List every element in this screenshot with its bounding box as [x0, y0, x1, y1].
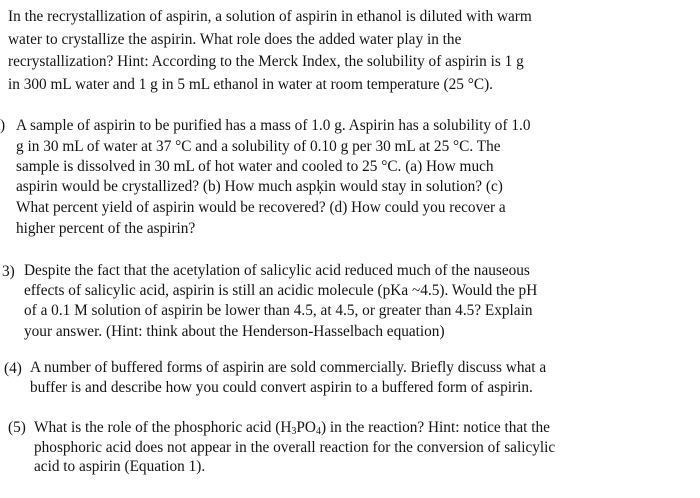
question-2-line-3: sample is dissolved in 30 mL of hot water and cooled to 25 °C. (a) How much: [16, 158, 494, 175]
question-2-number: ): [0, 117, 6, 134]
question-3-line-3: of a 0.1 M solution of aspirin be lower than 4.5, at 4.5, or greater than 4.5? Explain: [24, 302, 533, 319]
question-5-line-3: acid to aspirin (Equation 1).: [34, 458, 206, 475]
question-4-line-2: buffer is and describe how you could convert aspirin to a buffered form of aspirin.: [30, 379, 533, 396]
question-3-number: 3): [2, 263, 15, 280]
question-5-number: (5): [8, 419, 26, 436]
question-3-line-4: your answer. (Hint: think about the Henderson-Hasselbach equation): [24, 323, 445, 340]
question-4-number: (4): [4, 360, 22, 377]
question-1-line-3: recrystallization? Hint: According to the Merck Index, the solubility of aspirin is 1 g: [8, 53, 524, 70]
subscript-3: 3: [291, 426, 297, 437]
question-2-line-4: aspirin would be crystallized? (b) How much aspķin would stay in solution? (c): [16, 178, 503, 195]
question-5-line-1: [34, 418, 550, 438]
question-5-line-1-end: ) in the reaction? Hint: notice that the: [320, 419, 550, 436]
subscript-4: 4: [315, 426, 321, 437]
question-2-line-5: What percent yield of aspirin would be recovered? (d) How could you recover a: [16, 199, 506, 216]
question-5-line-1-po: PO: [296, 419, 316, 436]
question-1-line-1: In the recrystallization of aspirin, a solution of aspirin in ethanol is diluted with warm: [8, 8, 532, 25]
question-2-line-2: g in 30 mL of water at 37 °C and a solubility of 0.10 g per 30 mL at 25 °C. The: [16, 138, 501, 155]
question-2-line-6: higher percent of the aspirin?: [16, 220, 196, 237]
question-1-line-4: in 300 mL water and 1 g in 5 mL ethanol in water at room temperature (25 °C).: [8, 76, 493, 93]
question-3-line-2: effects of salicylic acid, aspirin is still an acidic molecule (pKa ~4.5). Would the pH: [24, 282, 538, 299]
question-4-line-1: A number of buffered forms of aspirin are sold commercially. Briefly discuss what a: [30, 359, 547, 376]
question-5-line-1-start: What is the role of the phosphoric acid (H: [34, 419, 292, 436]
question-1-line-2: water to crystallize the aspirin. What role does the added water play in the: [8, 31, 462, 48]
question-3-line-1: Despite the fact that the acetylation of salicylic acid reduced much of the nauseous: [24, 262, 530, 279]
question-2-line-1: A sample of aspirin to be purified has a mass of 1.0 g. Aspirin has a solubility of 1.0: [16, 117, 531, 134]
question-5-line-2: phosphoric acid does not appear in the overall reaction for the conversion of salicylic: [34, 439, 556, 456]
